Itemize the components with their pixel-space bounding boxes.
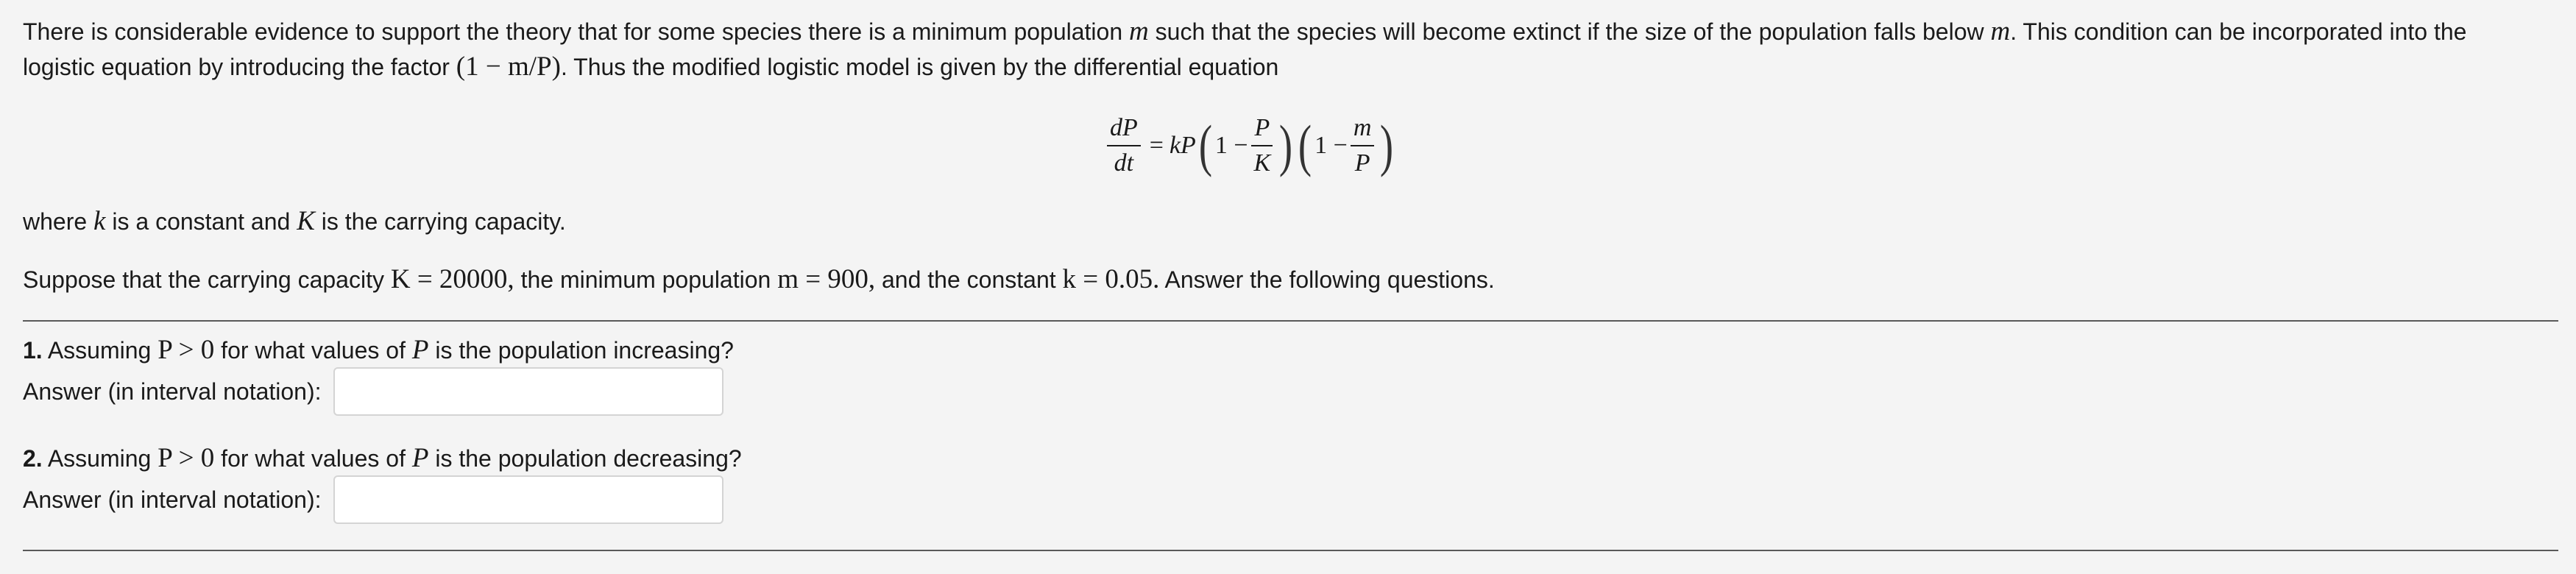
right-paren: ) [1279,113,1293,177]
suppose-text: the minimum population [520,266,771,293]
math-m: m [1129,16,1149,46]
eq-one-minus: 1 − [1214,132,1248,159]
left-paren: ( [1298,113,1312,177]
derivative-fraction [1107,114,1141,177]
where-text: where [23,208,88,235]
eq-lhs-denominator: dt [1114,149,1134,177]
answer-input-2[interactable] [333,475,723,524]
eq-kp: kP [1169,132,1196,159]
eq-one-minus: 1 − [1314,132,1348,159]
math-P: P [411,443,429,473]
eq-lhs-numerator: dP [1107,114,1141,146]
math-m: m [1990,16,2011,46]
question-text: is the population decreasing? [435,445,742,472]
math-K-value: K = 20000, [390,264,514,294]
right-paren: ) [1380,113,1394,177]
math-P: P [411,335,429,365]
question-text: for what values of [221,337,406,364]
m-over-p-fraction [1351,114,1375,177]
question-text: for what values of [221,445,406,472]
eq-equals: = [1149,132,1164,159]
where-text: is a constant and [112,208,291,235]
question-2 [23,442,742,475]
intro-text: logistic equation by introducing the factor [23,54,450,80]
suppose-line [23,263,1495,297]
intro-text: There is considerable evidence to support the theory that for some species there is a minimum population [23,18,1123,45]
p-over-k-fraction [1251,114,1274,177]
where-line [23,205,566,238]
intro-text: . This condition can be incorporated into the [2010,18,2467,45]
intro-line-1 [23,15,2466,49]
question-number: 1. [23,337,43,364]
answer-label-1: Answer (in interval notation): [23,378,322,405]
answer-input-1[interactable] [333,367,723,416]
intro-line-2 [23,50,1278,84]
frac2-numerator: m [1351,114,1375,146]
math-condition: P > 0 [158,335,215,365]
question-1 [23,333,734,367]
divider-bottom [23,550,2558,551]
answer-label-2: Answer (in interval notation): [23,486,322,513]
math-condition: P > 0 [158,443,215,473]
intro-text: such that the species will become extinct if the size of the population falls below [1155,18,1984,45]
suppose-text: and the constant [882,266,1056,293]
suppose-text: Answer the following questions. [1164,266,1495,293]
question-text: is the population increasing? [435,337,734,364]
suppose-text: Suppose that the carrying capacity [23,266,384,293]
question-number: 2. [23,445,43,472]
question-text: Assuming [47,337,152,364]
intro-text: . Thus the modified logistic model is given by the differential equation [560,54,1279,80]
frac2-denominator: P [1354,149,1370,177]
math-m-value: m = 900, [777,264,876,294]
math-K: K [297,206,315,236]
question-text: Assuming [47,445,152,472]
frac1-denominator: K [1253,149,1271,177]
frac1-numerator: P [1251,114,1273,146]
math-k: k [93,206,106,236]
left-paren: ( [1198,113,1212,177]
where-text: is the carrying capacity. [321,208,566,235]
math-factor: (1 − m/P) [456,52,561,82]
differential-equation [1104,102,1396,190]
math-k-value: k = 0.05. [1062,264,1160,294]
divider-top [23,320,2558,322]
